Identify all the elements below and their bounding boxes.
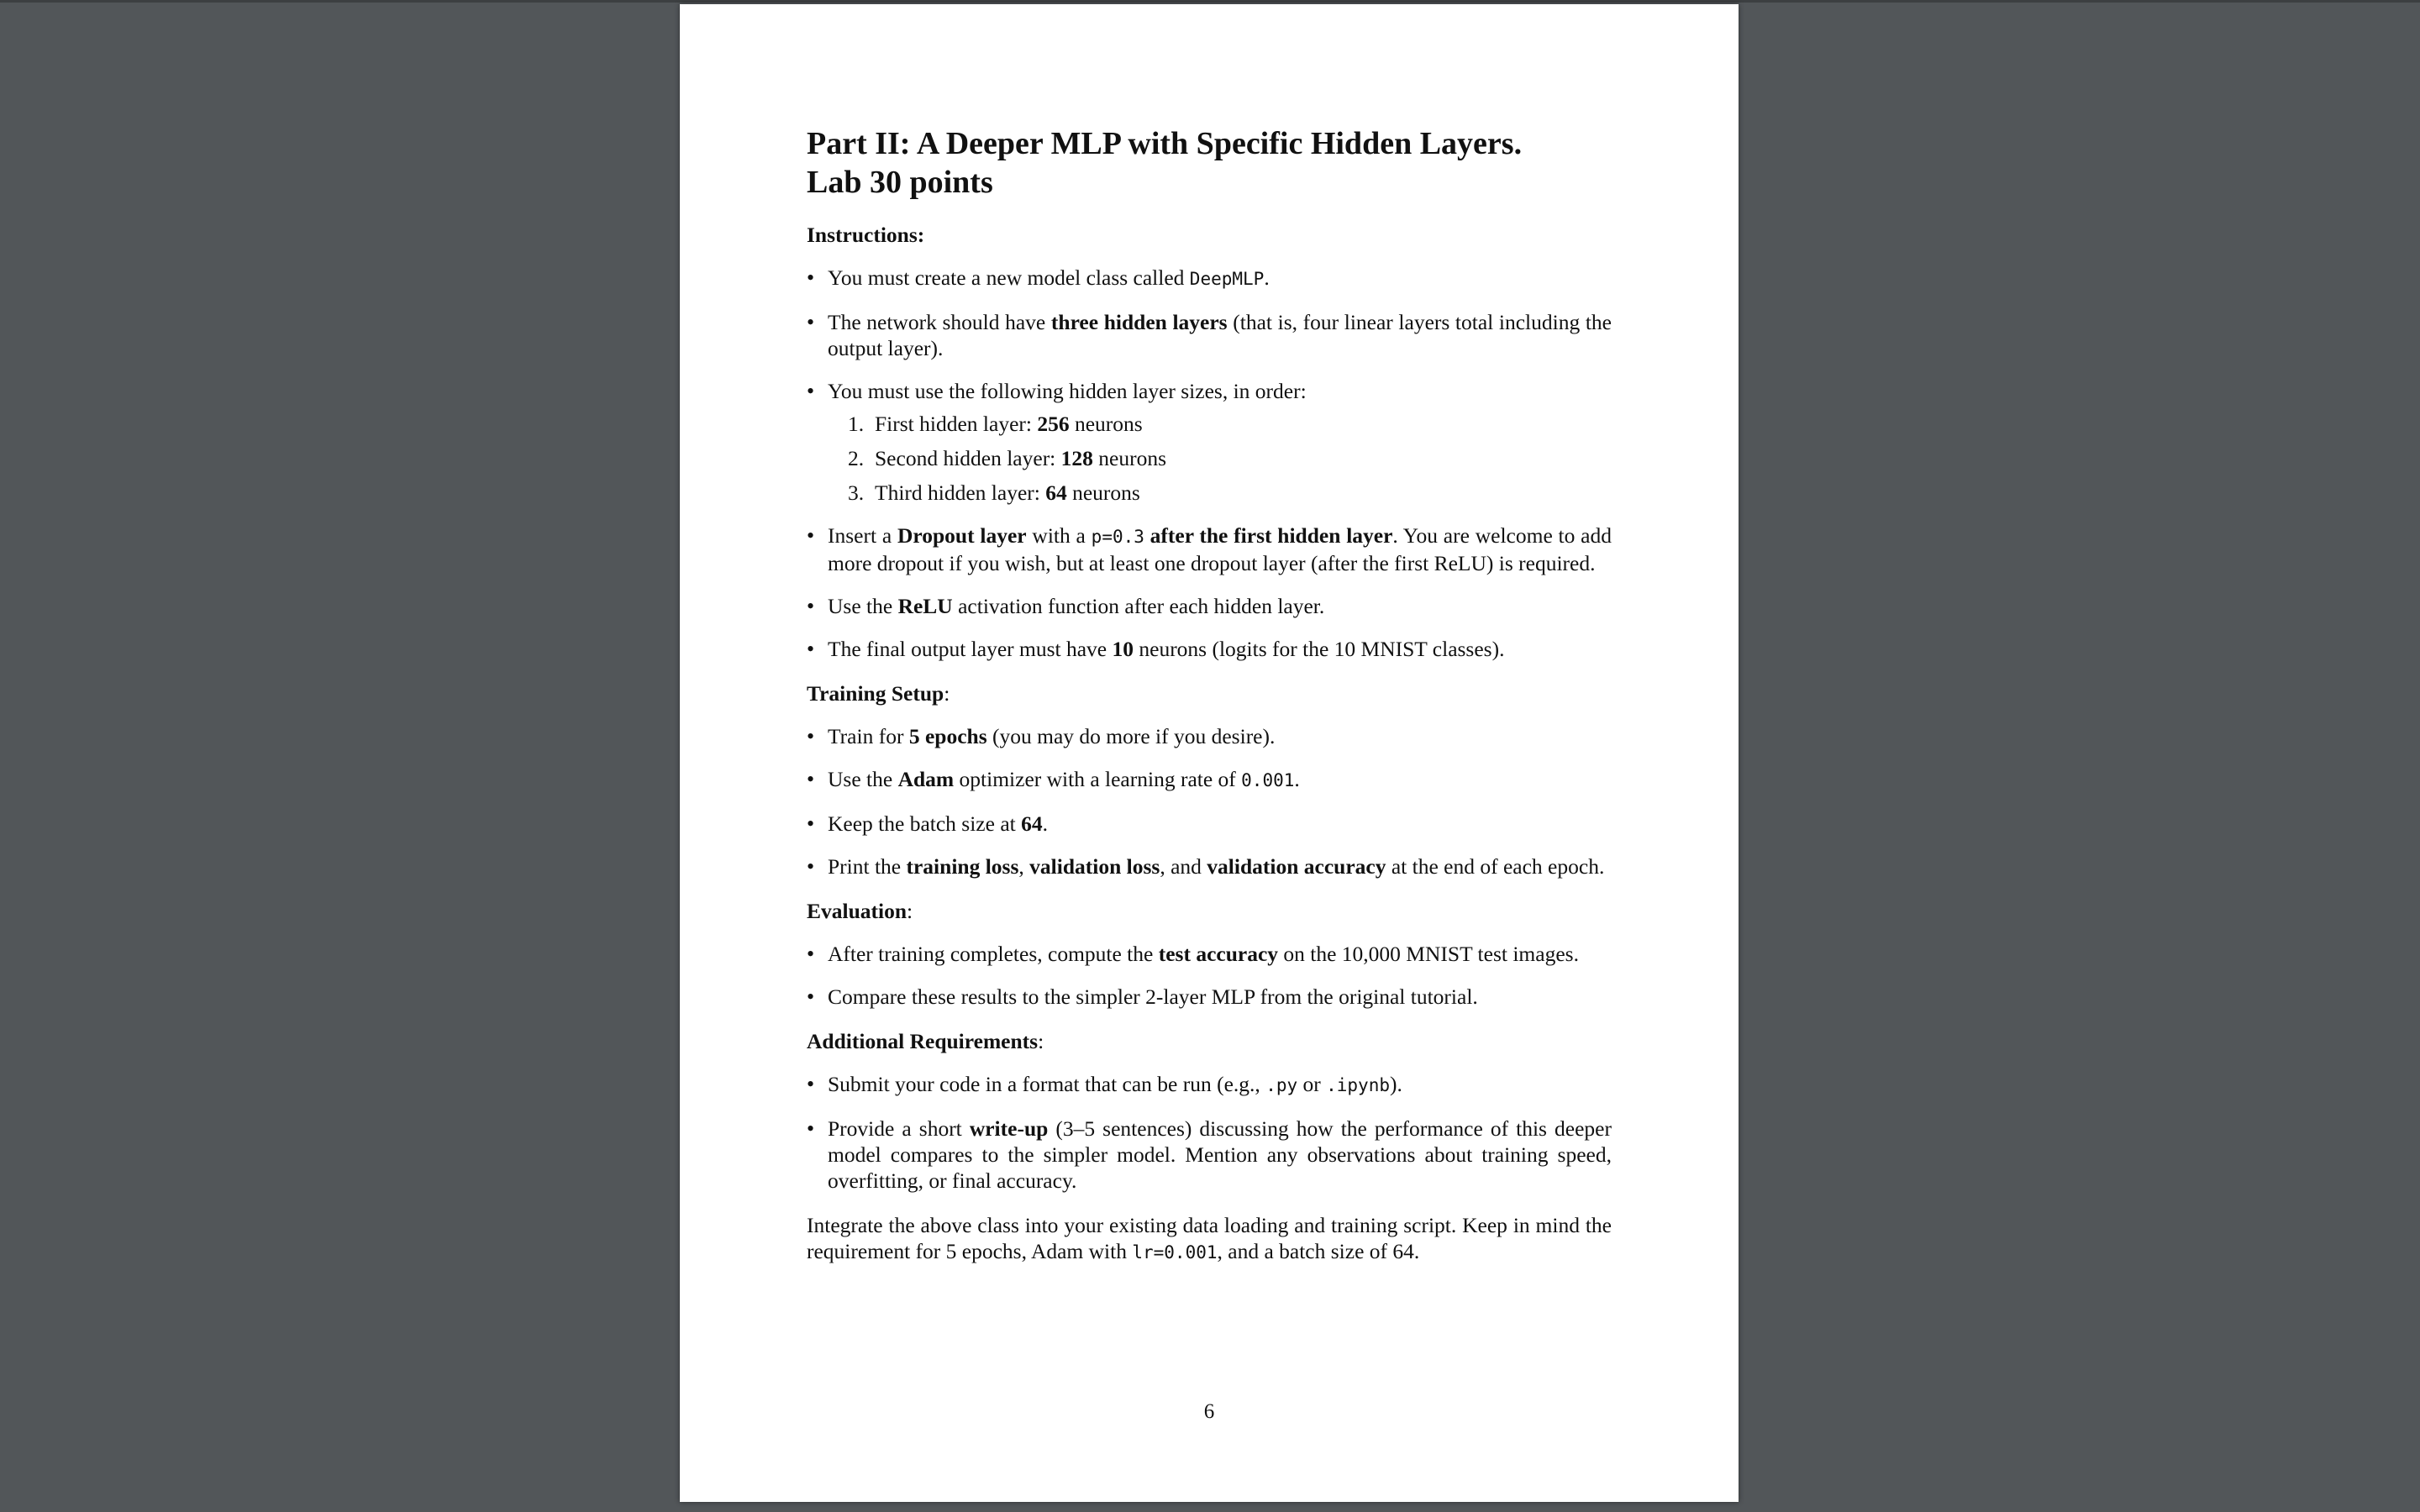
text: neurons (logits for the 10 MNIST classes). bbox=[1134, 637, 1505, 661]
list-item bbox=[807, 853, 1612, 879]
inline-code: .ipynb bbox=[1326, 1075, 1390, 1095]
text: The network should have bbox=[828, 310, 1051, 334]
heading-colon: : bbox=[1038, 1029, 1044, 1053]
viewer-top-border bbox=[0, 0, 2420, 3]
list-item bbox=[807, 941, 1612, 967]
list-item bbox=[807, 1071, 1612, 1099]
bold-text: 256 bbox=[1037, 412, 1070, 436]
text: . bbox=[1294, 767, 1300, 791]
additional-requirements-heading bbox=[807, 1028, 1612, 1054]
list-item bbox=[807, 522, 1612, 576]
list-item bbox=[807, 811, 1612, 837]
text: You must use the following hidden layer sizes, in order: bbox=[828, 379, 1307, 403]
training-setup-heading bbox=[807, 680, 1612, 706]
text: , and a batch size of 64. bbox=[1217, 1239, 1420, 1263]
text: on the 10,000 MNIST test images. bbox=[1278, 942, 1579, 966]
text: After training completes, compute the bbox=[828, 942, 1159, 966]
text: activation function after each hidden layer. bbox=[952, 594, 1325, 618]
text: (you may do more if you desire). bbox=[986, 724, 1276, 748]
bold-text: validation accuracy bbox=[1207, 854, 1386, 879]
text: Second hidden layer: bbox=[875, 446, 1061, 470]
text: , bbox=[1018, 854, 1030, 879]
inline-code: p=0.3 bbox=[1091, 527, 1144, 547]
instructions-heading: Instructions: bbox=[807, 223, 925, 247]
list-item bbox=[807, 723, 1612, 749]
bold-text: training loss bbox=[906, 854, 1019, 879]
text: . bbox=[1264, 265, 1270, 290]
bold-text: write-up bbox=[969, 1116, 1049, 1141]
heading-colon: : bbox=[944, 681, 950, 706]
list-item bbox=[807, 593, 1612, 619]
item-number: 1. bbox=[848, 412, 865, 436]
pdf-page bbox=[680, 4, 1739, 1502]
text: or bbox=[1297, 1072, 1327, 1096]
text: Use the bbox=[828, 594, 898, 618]
text: neurons bbox=[1092, 446, 1167, 470]
page-content bbox=[807, 124, 1612, 1266]
list-item bbox=[807, 265, 1612, 292]
text: neurons bbox=[1069, 412, 1143, 436]
text: neurons bbox=[1066, 480, 1140, 505]
text: Print the bbox=[828, 854, 907, 879]
text: Provide a short bbox=[828, 1116, 970, 1141]
text: ). bbox=[1389, 1072, 1402, 1096]
list-item bbox=[807, 766, 1612, 794]
text: (3–5 sentences) discussing how the performance of this deeper model compares to the simpler model. Mention any observations about training speed, overfitting, or final accuracy. bbox=[828, 1116, 1612, 1193]
bold-text: ReLU bbox=[897, 594, 953, 618]
list-item bbox=[807, 378, 1612, 506]
bold-text: after the first hidden layer bbox=[1144, 523, 1393, 548]
text: Integrate the above class into your existing data loading and training script. Keep in mind the requirement for 5 epochs, Adam with bbox=[807, 1213, 1612, 1263]
text: with a bbox=[1026, 523, 1092, 548]
evaluation-heading bbox=[807, 898, 1612, 924]
bold-text: validation loss bbox=[1029, 854, 1160, 879]
numbered-item bbox=[848, 480, 1612, 506]
page-number: 6 bbox=[1203, 1400, 1215, 1423]
text: , and bbox=[1160, 854, 1207, 879]
text: Submit your code in a format that can be run (e.g., bbox=[828, 1072, 1266, 1096]
bold-text: 10 bbox=[1112, 637, 1134, 661]
section-title-line-1: Part II: A Deeper MLP with Specific Hidden Layers. bbox=[807, 126, 1523, 161]
heading-text: Evaluation bbox=[807, 899, 908, 923]
bold-text: 64 bbox=[1045, 480, 1067, 505]
heading-text: Additional Requirements bbox=[807, 1029, 1039, 1053]
text: The final output layer must have bbox=[828, 637, 1113, 661]
list-item bbox=[807, 636, 1612, 662]
text: Keep the batch size at bbox=[828, 811, 1022, 836]
text: at the end of each epoch. bbox=[1386, 854, 1605, 879]
inline-code: DeepMLP bbox=[1189, 269, 1265, 289]
text: You must create a new model class called bbox=[828, 265, 1190, 290]
inline-code: lr=0.001 bbox=[1132, 1242, 1218, 1263]
bold-text: 64 bbox=[1021, 811, 1043, 836]
bold-text: 5 epochs bbox=[908, 724, 987, 748]
section-title-line-2: Lab 30 points bbox=[807, 165, 993, 200]
text: Train for bbox=[828, 724, 909, 748]
hidden-layer-sizes-list bbox=[828, 411, 1612, 506]
text: Third hidden layer: bbox=[875, 480, 1046, 505]
inline-code: 0.001 bbox=[1241, 770, 1295, 790]
closing-paragraph bbox=[807, 1212, 1612, 1266]
training-setup-list bbox=[807, 723, 1612, 879]
inline-code: .py bbox=[1265, 1075, 1298, 1095]
list-item bbox=[807, 309, 1612, 361]
item-number: 2. bbox=[848, 446, 865, 470]
section-title bbox=[807, 124, 1612, 202]
list-item bbox=[807, 984, 1612, 1010]
text: (that is, four linear layers total including the output layer). bbox=[828, 310, 1612, 360]
bold-text: three hidden layers bbox=[1050, 310, 1228, 334]
text: . You are welcome to add more dropout if you wish, but at least one dropout layer (after the first ReLU) is required. bbox=[828, 523, 1612, 575]
list-item bbox=[807, 1116, 1612, 1194]
instructions-list bbox=[807, 265, 1612, 662]
text: Compare these results to the simpler 2-layer MLP from the original tutorial. bbox=[828, 984, 1478, 1009]
bold-text: test accuracy bbox=[1158, 942, 1279, 966]
text: First hidden layer: bbox=[875, 412, 1038, 436]
text: . bbox=[1042, 811, 1048, 836]
heading-colon: : bbox=[907, 899, 913, 923]
additional-requirements-list bbox=[807, 1071, 1612, 1194]
bold-text: 128 bbox=[1060, 446, 1093, 470]
bold-text: Dropout layer bbox=[897, 523, 1027, 548]
text: Use the bbox=[828, 767, 898, 791]
item-number: 3. bbox=[848, 480, 865, 505]
text: Insert a bbox=[828, 523, 897, 548]
numbered-item bbox=[848, 445, 1612, 471]
heading-text: Training Setup bbox=[807, 681, 944, 706]
numbered-item bbox=[848, 411, 1612, 437]
evaluation-list bbox=[807, 941, 1612, 1010]
bold-text: Adam bbox=[897, 767, 955, 791]
text: optimizer with a learning rate of bbox=[954, 767, 1242, 791]
